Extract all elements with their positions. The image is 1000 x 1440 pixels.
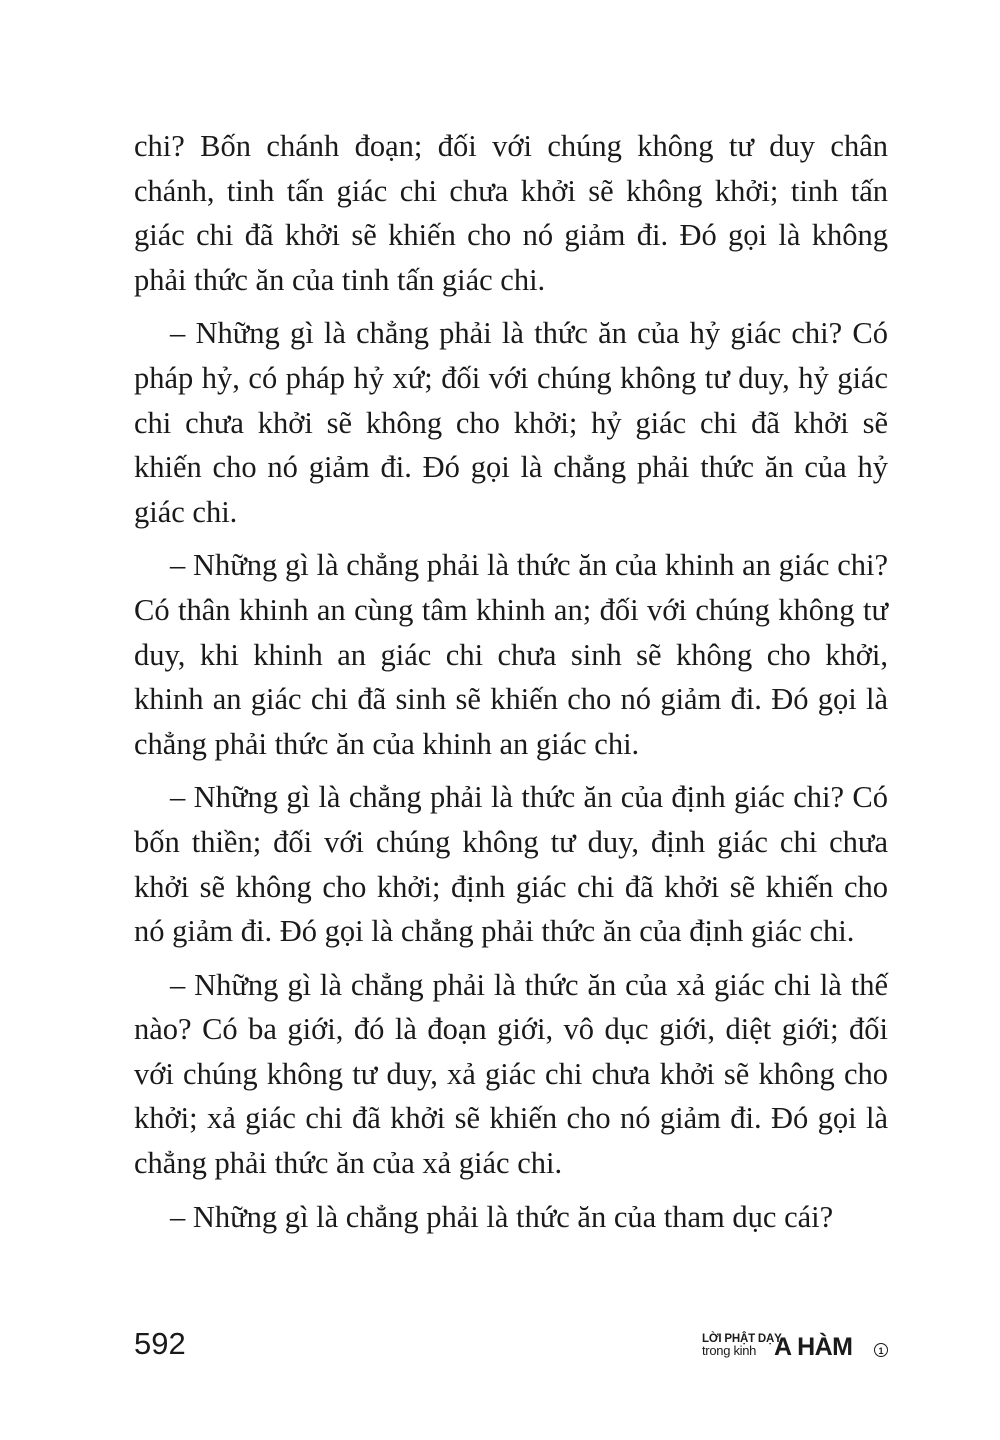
book-series-logo — [702, 1333, 892, 1365]
page-body-text — [134, 124, 888, 1248]
paragraph-6: – Những gì là chẳng phải là thức ăn của tham dục cái? — [170, 1199, 834, 1234]
volume-number-badge: 1 — [874, 1343, 888, 1357]
logo-title: A HÀM — [774, 1333, 853, 1361]
paragraph-5: – Những gì là chẳng phải là thức ăn của xả giác chi là thế nào? Có ba giới, đó là đoạn giới, vô dục giới, diệt giới; đối với chúng không tư duy, xả giác chi chưa khởi sẽ không cho khởi; xả giác chi đã khởi sẽ khiến cho nó giảm đi. Đó gọi là chẳng phải thức ăn của xả giác chi. — [134, 967, 888, 1181]
paragraph-1: chi? Bốn chánh đoạn; đối với chúng không tư duy chân chánh, tinh tấn giác chi chưa khởi sẽ không khởi; tinh tấn giác chi đã khởi sẽ khiến cho nó giảm đi. Đó gọi là không phải thức ăn của tinh tấn giác chi. — [134, 129, 888, 297]
logo-line-1: LỜI PHẬT DẠY — [702, 1333, 782, 1345]
paragraph-3: – Những gì là chẳng phải là thức ăn của khinh an giác chi? Có thân khinh an cùng tâm khinh an; đối với chúng không tư duy, khi khinh an giác chi chưa sinh sẽ không cho khởi, khinh an giác chi đã sinh sẽ khiến cho nó giảm đi. Đó gọi là chẳng phải thức ăn của khinh an giác chi. — [134, 548, 888, 761]
logo-line-2: trong kinh — [702, 1343, 757, 1358]
page-number: 592 — [134, 1326, 186, 1361]
paragraph-4: – Những gì là chẳng phải là thức ăn của định giác chi? Có bốn thiền; đối với chúng không tư duy, định giác chi chưa khởi sẽ không cho khởi; định giác chi đã khởi sẽ khiến cho nó giảm đi. Đó gọi là chẳng phải thức ăn của định giác chi. — [134, 780, 888, 949]
paragraph-2: – Những gì là chẳng phải là thức ăn của hỷ giác chi? Có pháp hỷ, có pháp hỷ xứ; đối với chúng không tư duy, hỷ giác chi chưa khởi sẽ không cho khởi; hỷ giác chi đã khởi sẽ khiến cho nó giảm đi. Đó gọi là chẳng phải thức ăn của hỷ giác chi. — [134, 316, 888, 529]
